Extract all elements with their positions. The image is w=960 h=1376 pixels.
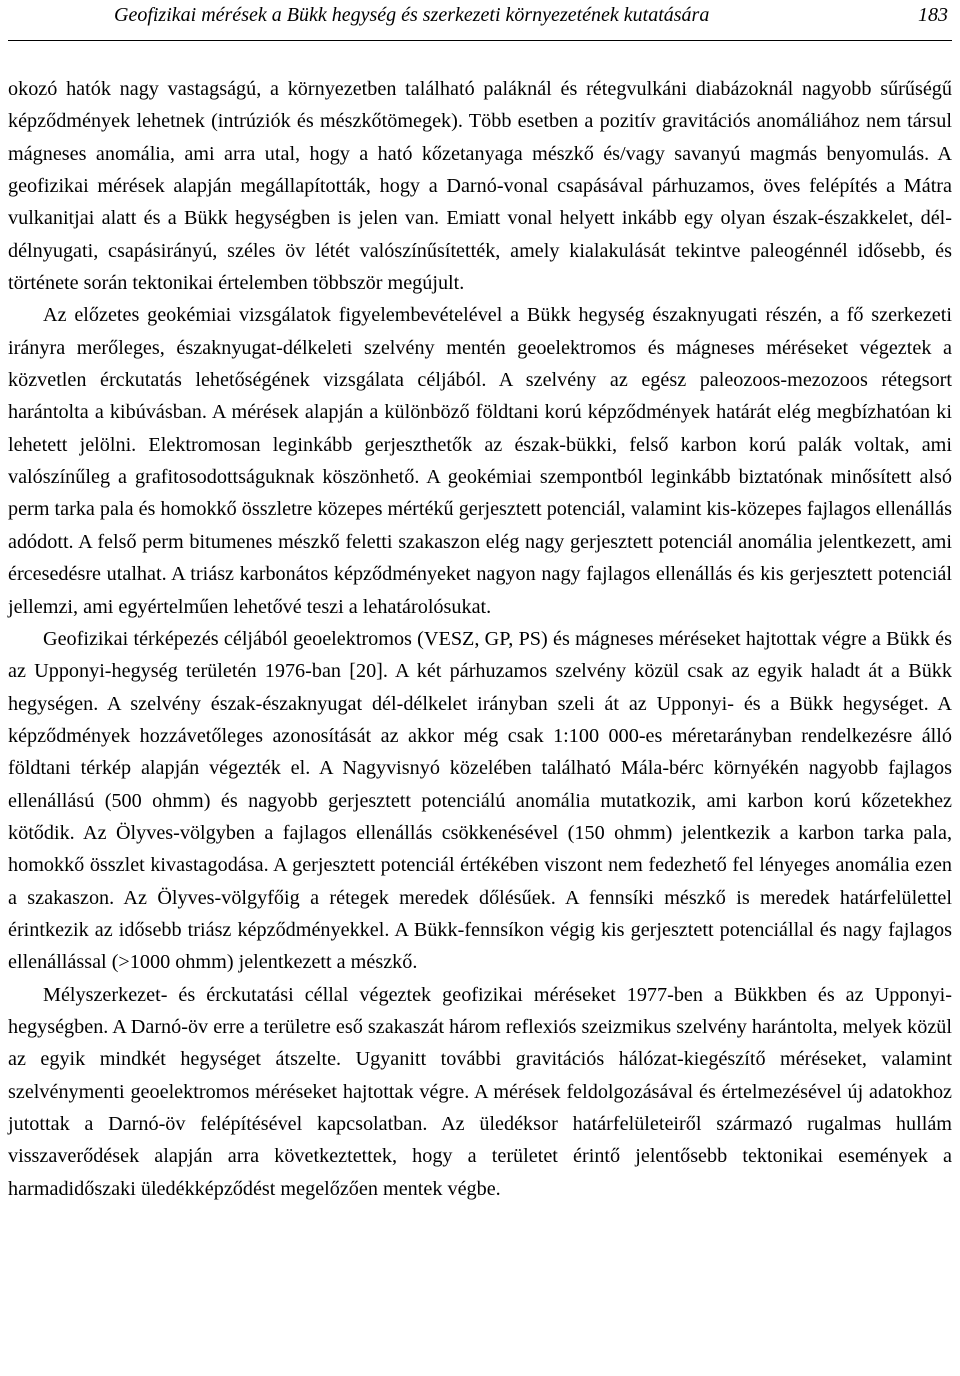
body-text [8,73,952,1205]
paragraph-deep-structure-survey: Mélyszerkezet- és érckutatási céllal végeztek geofizikai méréseket 1977-ben a Bükkben és az Upponyi-hegységben. A Darnó-öv erre a területre eső szakaszát három reflexiós szeizmikus szelvény harántolta, melyek közül az egyik mindkét hegységet átszelte. Ugyanitt további gravitációs hálózat-kiegészítő méréseket, valamint szelvénymenti geoelektromos méréseket hajtottak végre. A mérések feldolgozásával és értelmezésével új adatokhoz jutottak a Darnó-öv felépítésével kapcsolatban. Az üledéksor határfelületeiről származó rugalmas hullám visszaverődések alapján arra következtettek, hogy a területet érintő jelentősebb tektonikai események a harmadidőszaki üledékképződést megelőzően mentek végbe. [8,983,952,1200]
paragraph-continuation: okozó hatók nagy vastagságú, a környezetben található paláknál és rétegvulkáni diabázoknál nagyobb sűrűségű képződmények lehetnek (intrúziók és mészkőtömegek). Több esetben a pozitív gravitációs anomáliához nem társul mágneses anomália, ami arra utal, hogy a ható kőzetanyaga mészkő és/vagy savanyú magmás benyomulás. A geofizikai mérések alapján megállapították, hogy a Darnó-vonal csapásával párhuzamos, öves felépítés a Mátra vulkanitjai alatt és a Bükk hegységben is jelen van. Emiatt vonal helyett inkább egy olyan észak-északkelet, dél-délnyugati, csapásirányú, széles öv létét valószínűsítették, amely kialakulását tekintve paleogénnél idősebb, és története során tektonikai értelemben többször megújult. [8,78,952,295]
document-page [8,0,952,1205]
running-title: Geofizikai mérések a Bükk hegység és szerkezeti környezetének kutatására [114,4,710,26]
running-header [8,0,952,41]
paragraph-geophysical-mapping: Geofizikai térképezés céljából geoelektromos (VESZ, GP, PS) és mágneses méréseket hajtottak végre a Bükk és az Upponyi-hegység területén 1976-ban [20]. A két párhuzamos szelvény közül csak az egyik haladt át a Bükk hegységen. A szelvény észak-északnyugat dél-délkelet irányban szeli át az Upponyi- és a Bükk hegységet. A képződmények hozzávetőleges azonosítását az akkor még csak 1:100 000-es méretarányban rendelkezésre álló földtani térkép alapján végezték el. A Nagyvisnyó közelében található Mála-bérc környékén nagyobb fajlagos ellenállású (500 ohmm) és nagyobb gerjesztett potenciálú anomália mutatkozik, ami karbon korú kőzetekhez kötődik. Az Ölyves-völgyben a fajlagos ellenállás csökkenésével (150 ohmm) jelentkezik a karbon tarka pala, homokkő összlet kivastagodása. A gerjesztett potenciál értékében viszont nem fedezhető fel lényeges anomália ezen a szakaszon. Az Ölyves-völgyfőig a rétegek meredek dőlésűek. A fennsíki mészkő is meredek határfelülettel érintkezik az idősebb triász képződményekkel. A Bükk-fennsíkon végig kis gerjesztett potenciállal és nagy fajlagos ellenállással (>1000 ohmm) jelentkezett a mészkő. [8,627,952,974]
page-number: 183 [918,4,948,26]
paragraph-geochemical-survey: Az előzetes geokémiai vizsgálatok figyelembevételével a Bükk hegység északnyugati részén, a fő szerkezeti irányra merőleges, északnyugat-délkeleti szelvény mentén geoelektromos és mágneses méréseket végeztek a közvetlen érckutatás lehetőségének vizsgálata céljából. A szelvény az egész paleozoos-mezozoos rétegsort harántolta a kibúvásban. A mérések alapján a különböző földtani korú képződmények határát elég megbízhatóan ki lehetett jelölni. Elektromosan leginkább gerjeszthetők az észak-bükki, felső karbon korú palák voltak, ami valószínűleg a grafitosodottságuknak köszönhető. A geokémiai szempontból leginkább biztatónak minősített alsó perm tarka pala és homokkő összletre közepes mértékű gerjesztett potenciál, valamint kis-közepes fajlagos ellenállás adódott. A felső perm bitumenes mészkő feletti szakaszon elég nagy gerjesztett potenciál anomália jelentkezett, ami ércesedésre utalhat. A triász karbonátos képződményeket nagyon nagy fajlagos ellenállás és kis gerjesztett potenciál jellemzi, ami egyértelműen lehetővé teszi a lehatárolósukat. [8,304,952,618]
